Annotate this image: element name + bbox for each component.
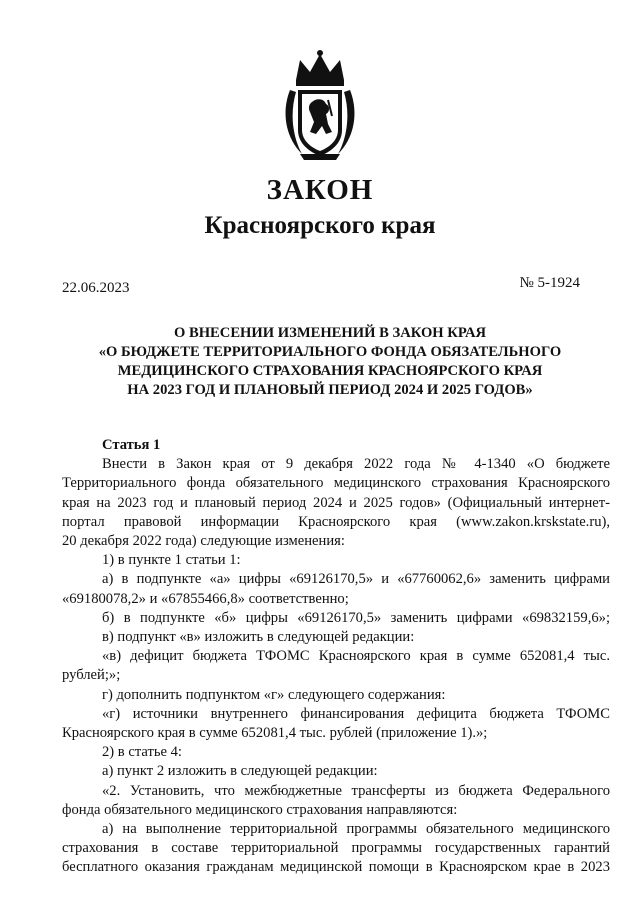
body-line: Красноярского края в сумме 652081,4 тыс. рублей (приложение 1).»; (62, 725, 488, 742)
heading-line: НА 2023 ГОД И ПЛАНОВЫЙ ПЕРИОД 2024 И 2025 ГОДОВ» (127, 382, 533, 398)
body-line: 20 декабря 2022 года) следующие изменения: (62, 533, 345, 550)
body-line: г) дополнить подпунктом «г» следующего содержания: (102, 686, 446, 703)
article-title: Статья 1 (102, 437, 161, 453)
heading-line: О ВНЕСЕНИИ ИЗМЕНЕНИЙ В ЗАКОН КРАЯ (173, 325, 487, 341)
body-line: фонда обязательного медицинского страхования направляются: (62, 801, 458, 818)
body-line: а) на выполнение территориальной программы обязательного медицинского (102, 821, 610, 838)
body-line: 2) в статье 4: (102, 744, 182, 761)
body-line: края на 2023 год и плановый период 2024 и 2025 годов» (Официальный интернет- (62, 494, 610, 511)
body-line: «69180078,2» и «67855466,8» соответственно; (62, 590, 349, 607)
document-date: 22.06.2023 (62, 280, 130, 296)
heading-line: «О БЮДЖЕТЕ ТЕРРИТОРИАЛЬНОГО ФОНДА ОБЯЗАТЕЛЬНОГО (98, 344, 562, 360)
heading-line: МЕДИЦИНСКОГО СТРАХОВАНИЯ КРАСНОЯРСКОГО КРАЯ (117, 363, 543, 379)
body-line: Внести в Закон края от 9 декабря 2022 года № 4-1340 «О бюджете (102, 456, 610, 473)
body-line: рублей;»; (62, 667, 121, 684)
body-line: страхования в составе территориальной программы государственных гарантий (62, 840, 610, 857)
document-number: № 5-1924 (519, 275, 580, 291)
document-issuer-title: Красноярского края (204, 212, 436, 239)
krasnoyarsk-coat-of-arms-icon (282, 50, 358, 162)
body-line: портал правовой информации Красноярского края (www.zakon.krskstate.ru), (62, 513, 610, 530)
body-line: 1) в пункте 1 статьи 1: (102, 552, 241, 569)
body-line: б) в подпункте «б» цифры «69126170,5» заменить цифрами «69832159,6»; (102, 609, 610, 626)
body-line: бесплатного оказания гражданам медицинской помощи в Красноярском крае в 2023 (62, 859, 610, 876)
body-line: а) в подпункте «а» цифры «69126170,5» и «67760062,6» заменить цифрами (102, 571, 610, 588)
body-line: «г) источники внутреннего финансирования дефицита бюджета ТФОМС (102, 705, 610, 722)
body-line: а) пункт 2 изложить в следующей редакции: (102, 763, 378, 780)
law-heading (60, 324, 600, 400)
body-line: «в) дефицит бюджета ТФОМС Красноярского края в сумме 652081,4 тыс. (102, 648, 610, 665)
body-line: «2. Установить, что межбюджетные трансферты из бюджета Федерального (102, 782, 610, 799)
body-line: Территориального фонда обязательного медицинского страхования Красноярского (62, 475, 610, 492)
body-line: в) подпункт «в» изложить в следующей редакции: (102, 629, 415, 646)
law-body (62, 436, 610, 878)
document-type-title: ЗАКОН (266, 174, 374, 206)
